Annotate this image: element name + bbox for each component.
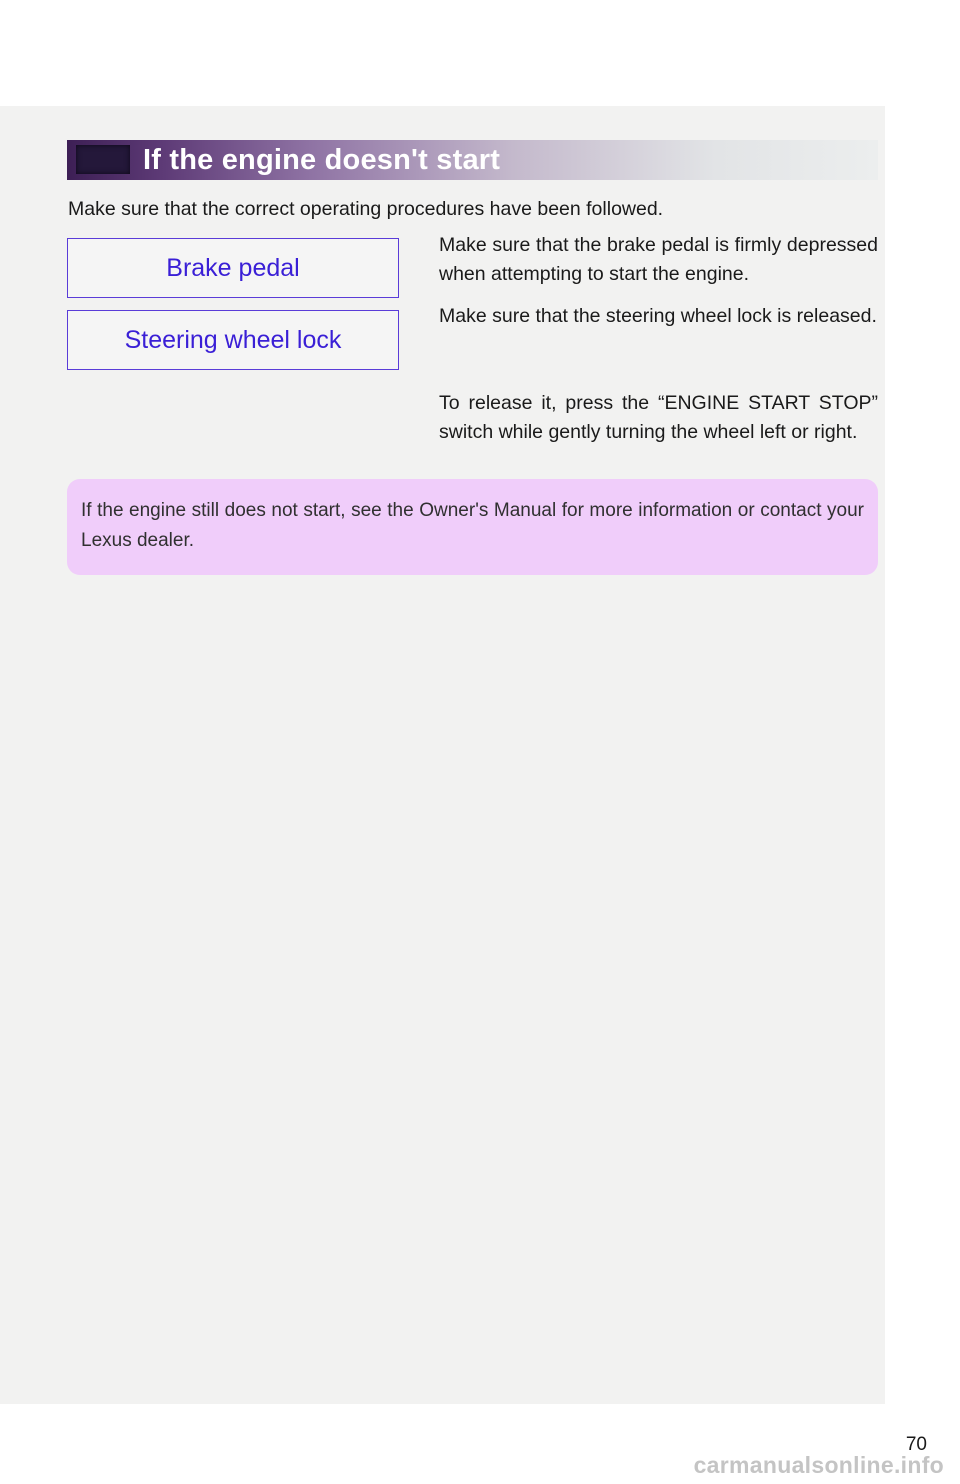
info-note [67,479,878,575]
steering-wheel-lock-label: Steering wheel lock [124,325,342,354]
content-panel [0,106,885,1404]
steering-wheel-lock-description: Make sure that the steering wheel lock is released. [439,305,877,327]
intro-text: Make sure that the correct operating procedures have been followed. [68,198,664,220]
brake-pedal-description: Make sure that the brake pedal is firmly depressed when attempting to start the engine. [439,234,878,285]
steering-wheel-lock-release-instructions: To release it, press the “ENGINE START STOP” switch while gently turning the wheel left or right. [439,392,878,443]
section-title-bar [67,140,878,180]
steering-wheel-lock-label-box [67,310,399,370]
info-note-text: If the engine still does not start, see the Owner's Manual for more information or contact your Lexus dealer. [81,500,864,551]
title-decor-swatch [76,145,130,174]
brake-pedal-label-box [67,238,399,298]
page-number: 70 [905,1434,927,1455]
watermark: carmanualsonline.info [693,1452,944,1478]
brake-pedal-label: Brake pedal [166,253,300,282]
section-title: If the engine doesn't start [143,144,501,176]
